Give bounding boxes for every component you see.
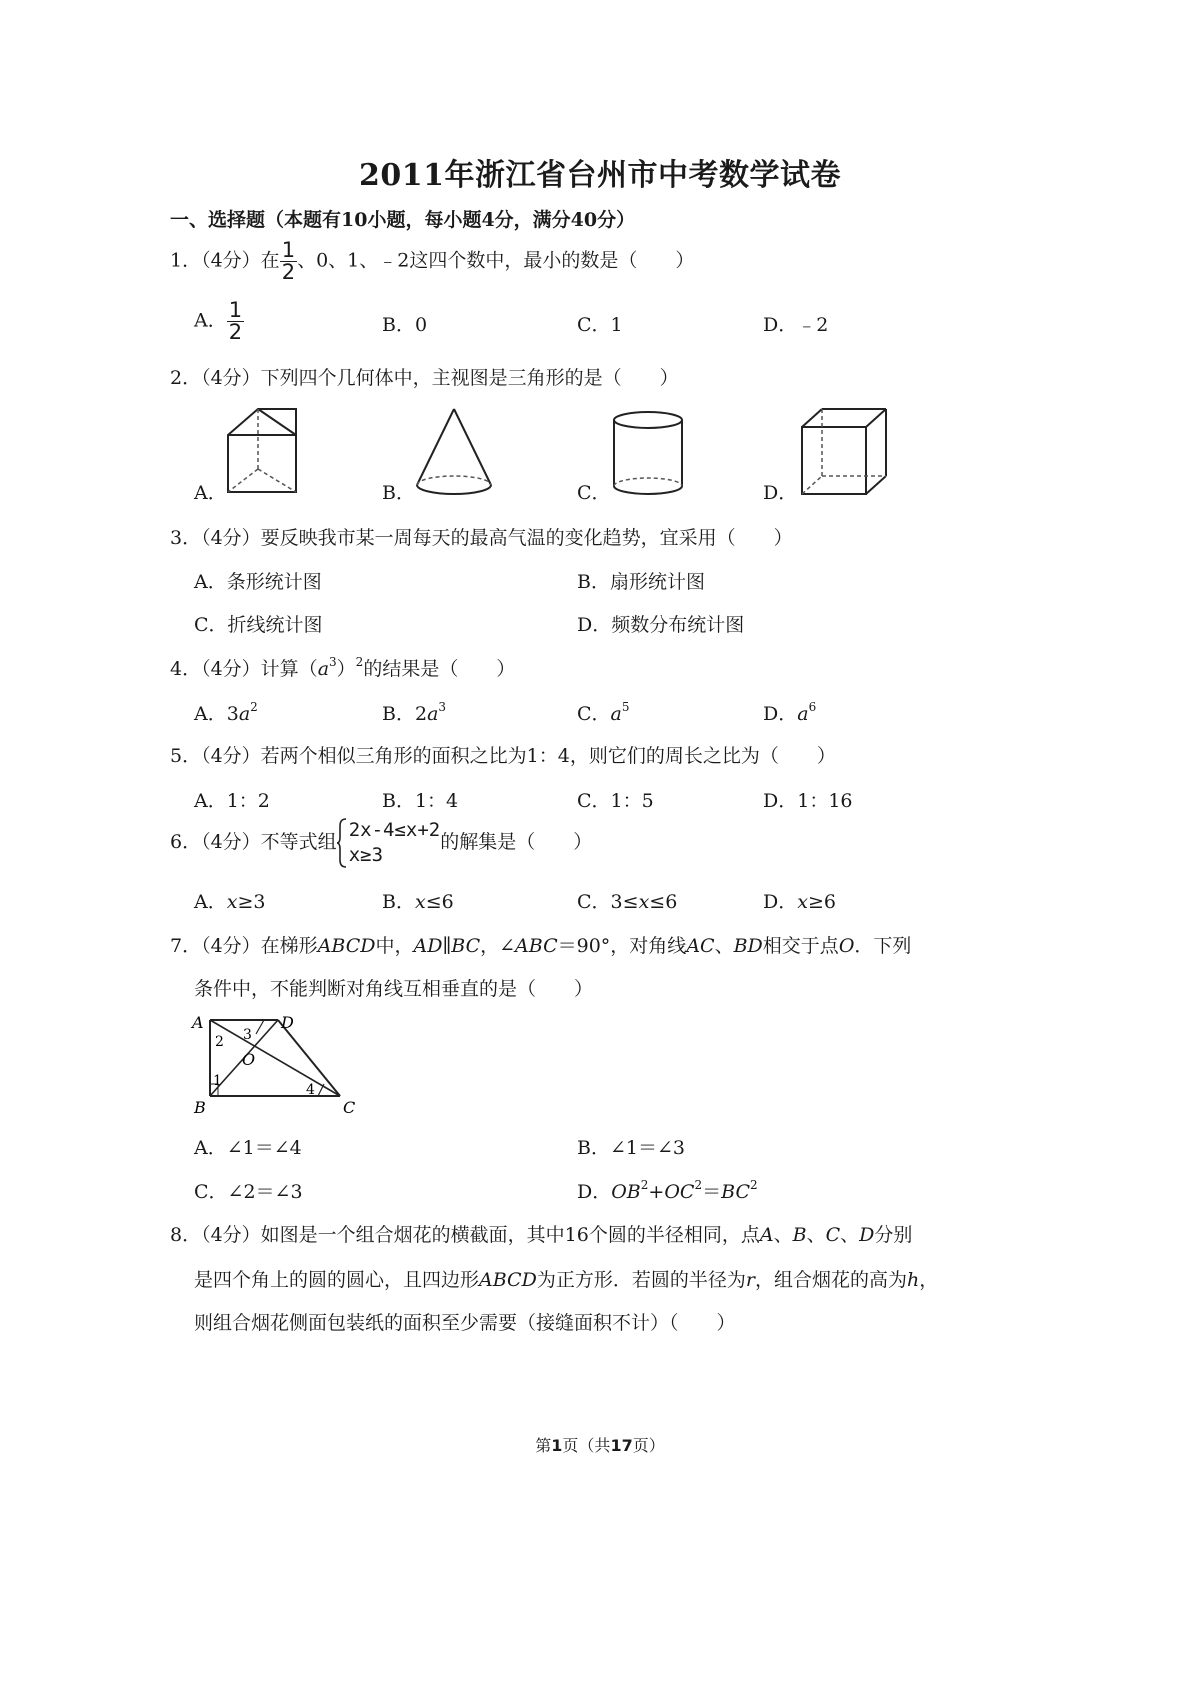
q1-option-b[interactable]: B．0	[382, 314, 428, 336]
option-pre: 3≤	[610, 891, 639, 913]
angle-label-4: 4	[306, 1082, 315, 1098]
text: 分别	[874, 1224, 913, 1246]
question-7-line-2: 条件中，不能判断对角线互相垂直的是（ ）	[194, 978, 594, 1000]
question-8-line-1	[170, 1220, 912, 1247]
footer-text: 第	[535, 1436, 552, 1455]
q4-option-c[interactable]	[577, 699, 630, 726]
exponent: 6	[808, 700, 817, 714]
question-8-line-3: 则组合烟花侧面包装纸的面积至少需要（接缝面积不计）（ ）	[194, 1312, 736, 1334]
question-8-line-2	[194, 1265, 938, 1292]
cone-figure	[414, 407, 494, 497]
variable-x: x	[414, 891, 426, 913]
inequality-line-1: 2x-4≤x+2	[348, 819, 441, 841]
exponent: 3	[438, 700, 447, 714]
option-label: B．	[382, 891, 415, 913]
variable-x: x	[226, 891, 238, 913]
cube-figure	[800, 407, 890, 497]
math-text: C	[825, 1224, 841, 1246]
option-rest: ≥6	[807, 891, 836, 913]
q7-option-d[interactable]	[577, 1177, 758, 1204]
variable-x: x	[797, 891, 808, 913]
text: ∥	[442, 935, 452, 957]
fraction-numerator: 1	[281, 238, 296, 262]
plus-sign: +	[648, 1181, 665, 1203]
q7-option-c[interactable]: C．∠2＝∠3	[194, 1181, 303, 1203]
text: ，	[919, 1269, 939, 1291]
math-text: OC	[664, 1181, 695, 1203]
question-4-suffix: 的结果是（ ）	[363, 658, 516, 680]
text: 为正方形．若圆的半径为	[536, 1269, 746, 1291]
section-heading: 一、选择题（本题有10小题，每小题4分，满分40分）	[170, 209, 636, 231]
option-rest: ≤6	[425, 891, 454, 913]
math-text: A	[759, 1224, 774, 1246]
text: 、	[840, 1224, 860, 1246]
text: ，∠	[480, 935, 516, 957]
option-label: D．	[763, 703, 798, 725]
page-footer	[0, 1433, 1200, 1456]
text: 相交于点	[762, 935, 839, 957]
variable-a: a	[427, 703, 439, 725]
variable-x: x	[638, 891, 650, 913]
page-number: 1	[551, 1436, 563, 1455]
exponent: 2	[250, 700, 258, 714]
q6-option-a[interactable]	[194, 887, 265, 914]
angle-label-3: 3	[243, 1027, 252, 1043]
option-label: A．	[194, 309, 227, 332]
q3-option-d[interactable]: D．频数分布统计图	[577, 614, 745, 636]
left-brace-icon	[337, 818, 347, 868]
paren-close: ）	[336, 658, 356, 680]
question-6-prefix: 6．（4分）不等式组	[170, 831, 337, 853]
fraction-half	[227, 300, 244, 343]
equals-sign: ＝	[702, 1181, 722, 1203]
math-text: ABCD	[479, 1269, 537, 1291]
vertex-label-b: B	[194, 1098, 206, 1117]
math-text: AC	[686, 935, 715, 957]
fraction-denominator: 2	[281, 260, 296, 284]
q2-option-d[interactable]: D．	[763, 482, 798, 504]
question-6	[170, 818, 592, 868]
math-text: h	[906, 1269, 920, 1291]
question-4	[170, 654, 515, 681]
text: 、	[714, 935, 734, 957]
exponent: 2	[355, 655, 364, 669]
q6-option-d[interactable]	[763, 887, 836, 914]
text: 是四个角上的圆的圆心，且四边形	[194, 1269, 480, 1291]
question-1	[170, 240, 694, 283]
option-label: C．	[577, 703, 611, 725]
variable-a: a	[317, 658, 330, 680]
math-text: ABCD	[317, 935, 376, 957]
option-label: D．	[763, 891, 798, 913]
text: 、	[773, 1224, 793, 1246]
q3-option-b[interactable]: B．扇形统计图	[577, 571, 705, 593]
fraction-denominator: 2	[228, 320, 243, 344]
variable-a: a	[238, 703, 251, 725]
page-total: 17	[610, 1436, 633, 1455]
option-label: A．	[194, 703, 227, 725]
exponent: 5	[621, 700, 630, 714]
q1-option-d[interactable]: D．﹣2	[763, 314, 829, 336]
option-rest: ≤6	[649, 891, 678, 913]
angle-label-1: 1	[213, 1073, 222, 1089]
inequality-system	[337, 818, 441, 868]
q6-option-c[interactable]	[577, 887, 677, 914]
angle-label-2: 2	[215, 1034, 224, 1050]
exponent: 3	[329, 655, 337, 669]
coefficient: 3	[226, 703, 239, 725]
text: 、	[806, 1224, 826, 1246]
q1-option-a[interactable]	[194, 300, 244, 343]
q3-option-c[interactable]: C．折线统计图	[194, 614, 323, 636]
cylinder-figure	[612, 410, 684, 500]
fraction-half	[280, 240, 297, 283]
q4-option-a[interactable]	[194, 699, 258, 726]
math-text: BC	[721, 1181, 750, 1203]
variable-a: a	[610, 703, 622, 725]
q7-option-b[interactable]: B．∠1＝∠3	[577, 1137, 685, 1159]
trapezoid-figure	[190, 1012, 370, 1117]
q1-option-c[interactable]: C．1	[577, 314, 623, 336]
q2-option-c[interactable]: C．	[577, 482, 611, 504]
question-1-suffix: 、0、1、﹣2这四个数中，最小的数是（ ）	[297, 249, 695, 272]
math-text: BD	[733, 935, 763, 957]
q5-option-d[interactable]: D．1：16	[763, 790, 853, 812]
text: ＝90°，对角线	[557, 935, 687, 957]
point-label-o: O	[242, 1050, 256, 1069]
option-label: B．	[382, 703, 415, 725]
math-text: BC	[451, 935, 481, 957]
option-label: A．	[194, 891, 227, 913]
text: 中，	[375, 935, 414, 957]
text: 8．（4分）如图是一个组合烟花的横截面，其中16个圆的半径相同，点	[170, 1224, 760, 1246]
option-rest: ≥3	[237, 891, 266, 913]
question-3: 3．（4分）要反映我市某一周每天的最高气温的变化趋势，宜采用（ ）	[170, 527, 793, 549]
option-label: D．	[577, 1181, 612, 1203]
q4-option-b[interactable]	[382, 699, 446, 726]
inequality-line-2: x≥3	[348, 844, 384, 866]
vertex-label-c: C	[343, 1098, 356, 1117]
q2-option-b[interactable]: B．	[382, 482, 415, 504]
math-text: B	[792, 1224, 807, 1246]
triangular-prism-figure	[226, 407, 298, 497]
q2-option-a[interactable]: A．	[194, 482, 227, 504]
vertex-label-a: A	[192, 1013, 204, 1032]
q7-option-a[interactable]: A．∠1＝∠4	[194, 1137, 302, 1159]
footer-text: 页（共	[562, 1436, 611, 1455]
question-5: 5．（4分）若两个相似三角形的面积之比为1：4，则它们的周长之比为（ ）	[170, 745, 836, 767]
question-2: 2．（4分）下列四个几何体中，主视图是三角形的是（ ）	[170, 367, 679, 389]
question-1-prefix: 1．（4分）在	[170, 249, 280, 272]
math-text: ABC	[515, 935, 558, 957]
math-text: OB	[611, 1181, 641, 1203]
footer-text: 页）	[632, 1436, 665, 1455]
coefficient: 2	[414, 703, 428, 725]
option-label: C．	[577, 891, 611, 913]
math-text: O	[838, 935, 855, 957]
fraction-numerator: 1	[228, 298, 243, 322]
text: ．下列	[854, 935, 912, 957]
exponent: 2	[694, 1178, 703, 1192]
exponent: 2	[749, 1178, 758, 1192]
math-text: AD	[413, 935, 443, 957]
q4-option-d[interactable]	[763, 699, 816, 726]
q5-option-a[interactable]: A．1：2	[194, 790, 270, 812]
page-title: 2011年浙江省台州市中考数学试卷	[359, 158, 841, 193]
exponent: 2	[640, 1178, 649, 1192]
question-7-line-1	[170, 931, 911, 958]
q5-option-b[interactable]: B．1：4	[382, 790, 459, 812]
vertex-label-d: D	[281, 1013, 294, 1032]
text: 7．（4分）在梯形	[170, 935, 318, 957]
math-text: r	[745, 1269, 755, 1291]
variable-a: a	[797, 703, 809, 725]
question-6-suffix: 的解集是（ ）	[440, 831, 593, 853]
q5-option-c[interactable]: C．1：5	[577, 790, 654, 812]
q6-option-b[interactable]	[382, 887, 454, 914]
text: ，组合烟花的高为	[754, 1269, 907, 1291]
q3-option-a[interactable]: A．条形统计图	[194, 571, 322, 593]
question-4-prefix: 4．（4分）计算（	[170, 658, 318, 680]
math-text: D	[859, 1224, 875, 1246]
